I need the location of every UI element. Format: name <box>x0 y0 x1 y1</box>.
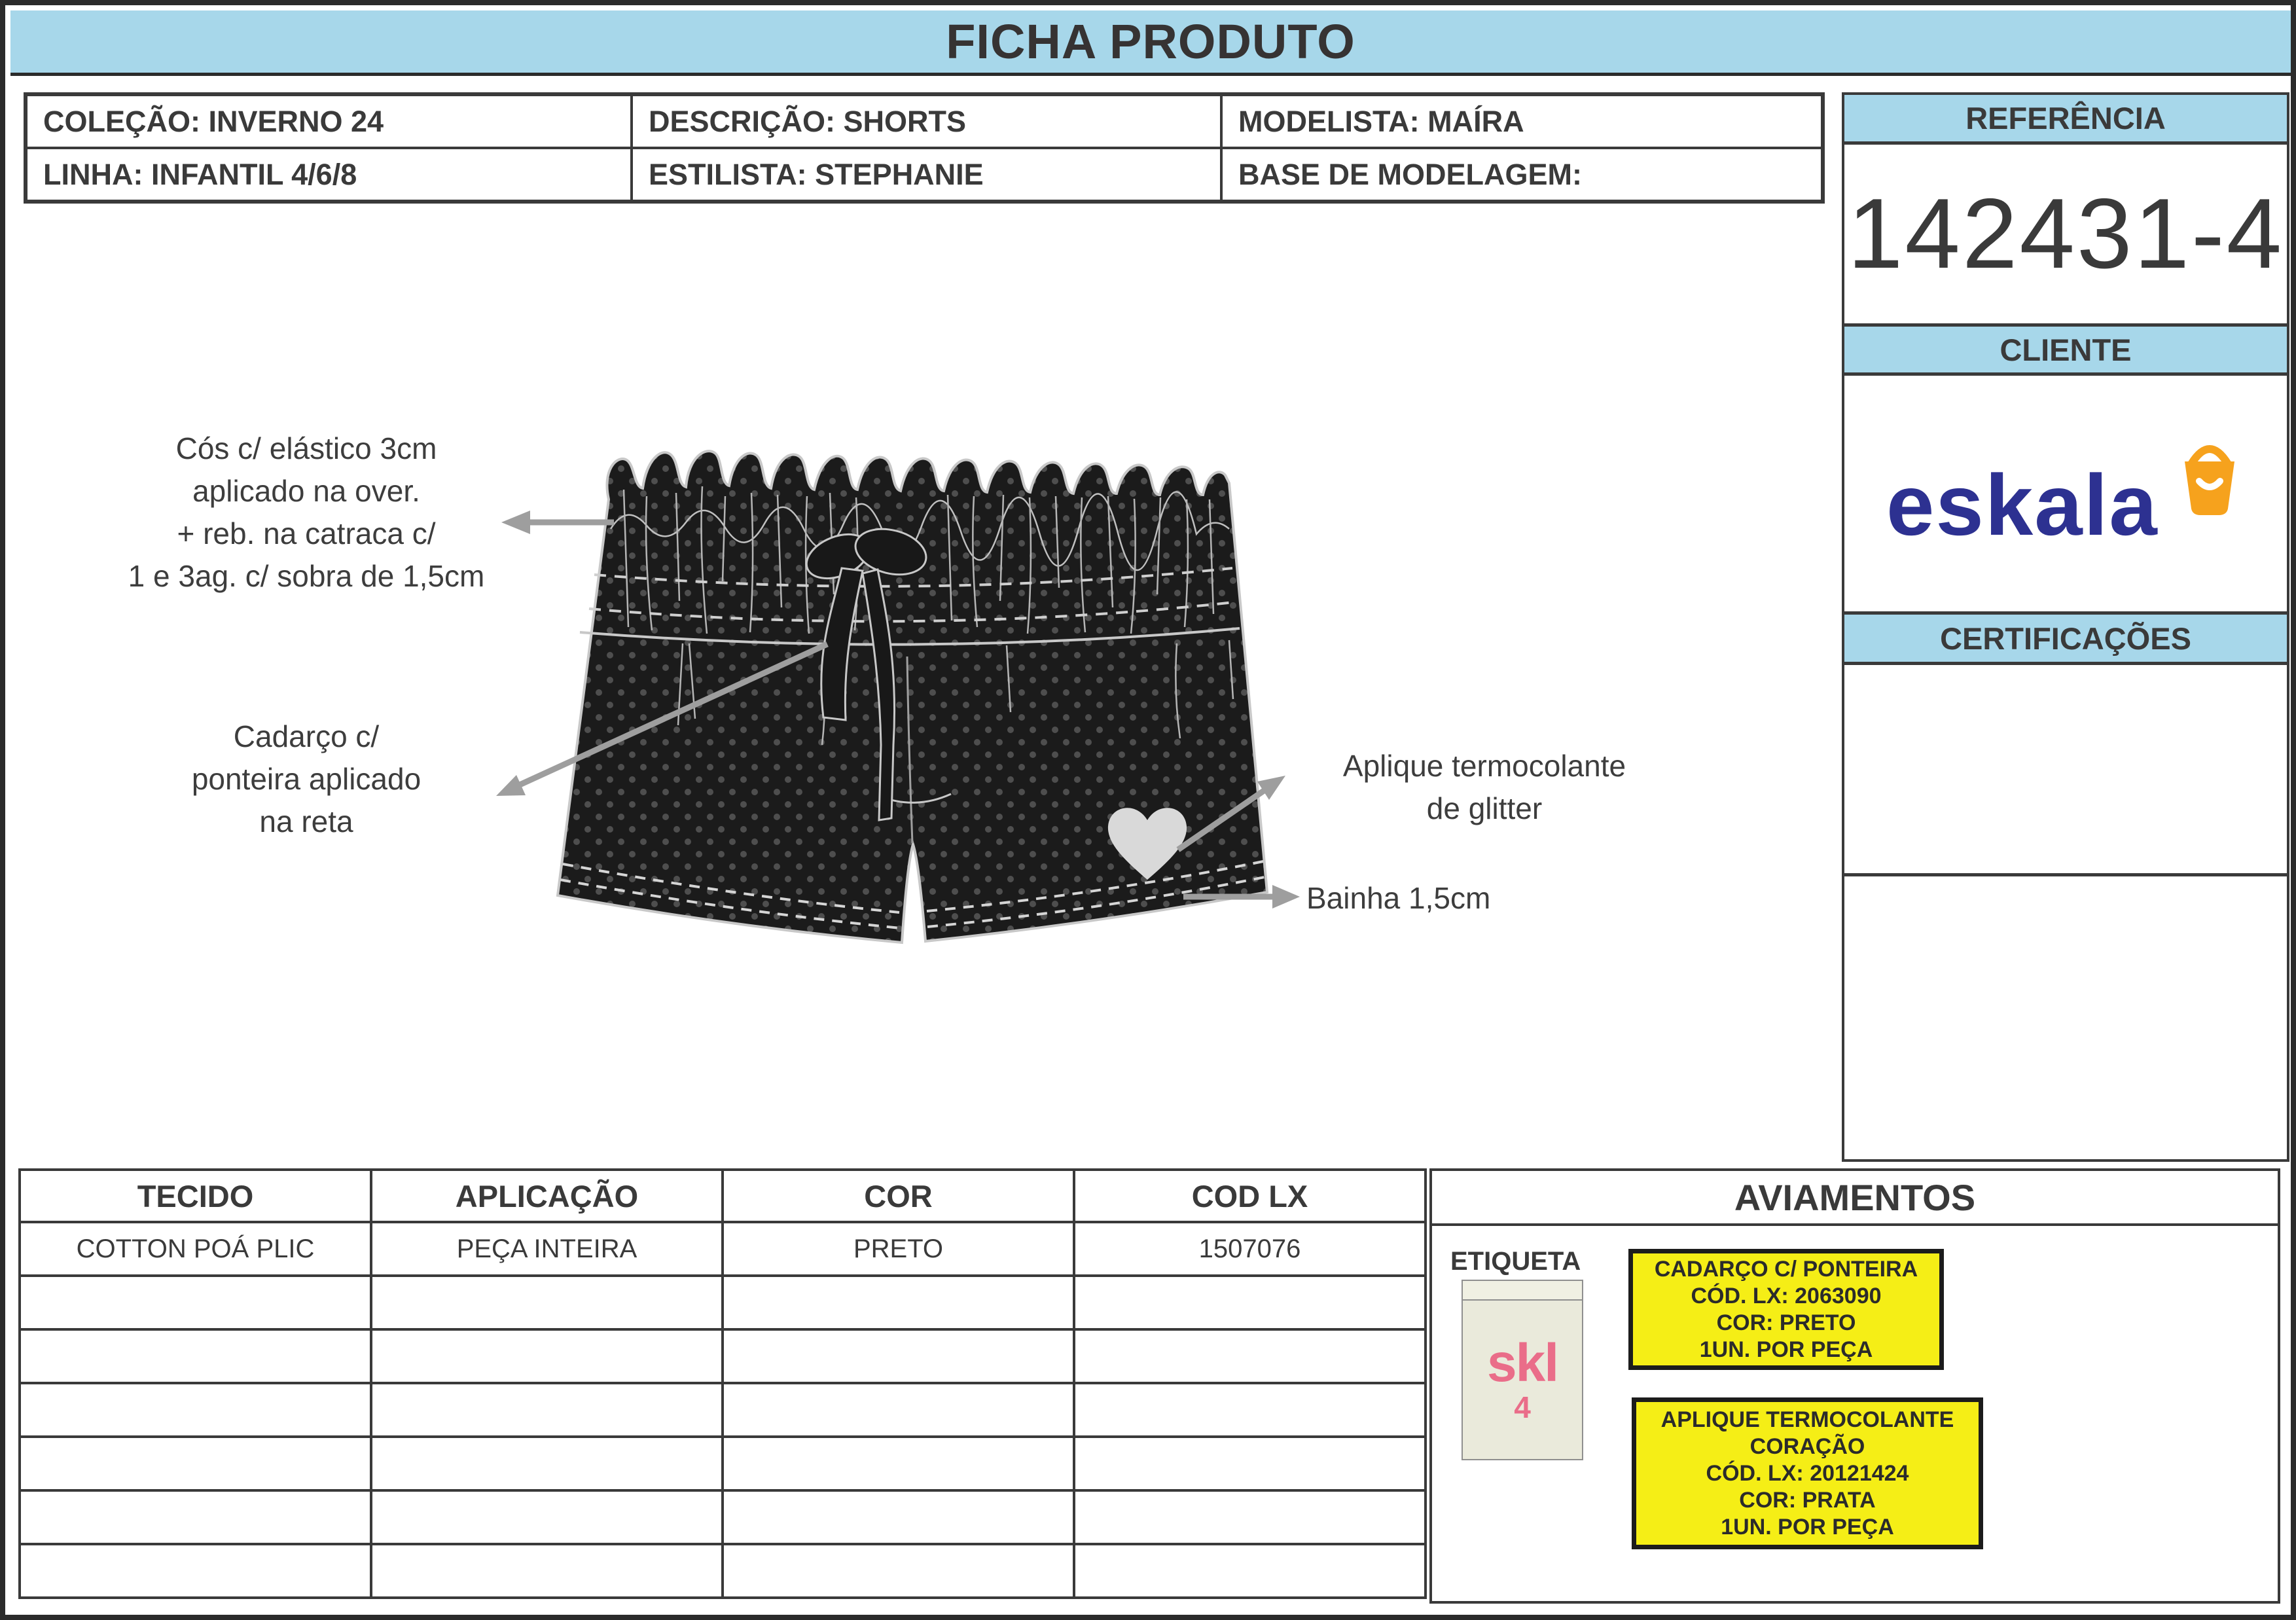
col-header-codlx: COD LX <box>1074 1170 1426 1222</box>
col-header-tecido: TECIDO <box>20 1170 371 1222</box>
info-table <box>24 92 1825 204</box>
eskala-logo <box>1882 431 2249 556</box>
cell-empty <box>20 1544 371 1598</box>
cell-empty <box>371 1276 723 1329</box>
materials-table <box>18 1168 1427 1599</box>
notion-line: 1UN. POR PEÇA <box>1721 1514 1894 1539</box>
cell-empty <box>723 1383 1074 1437</box>
cell-empty <box>723 1437 1074 1490</box>
info-cell-base: BASE DE MODELAGEM: <box>1221 148 1822 201</box>
info-cell-descricao: DESCRIÇÃO: SHORTS <box>632 95 1221 148</box>
cell-cor: PRETO <box>723 1222 1074 1276</box>
eskala-logo-text: eskala <box>1886 457 2159 553</box>
cell-empty <box>371 1437 723 1490</box>
certificacoes-box-2 <box>1842 874 2289 1162</box>
arrow-applique <box>1178 776 1285 850</box>
table-row <box>20 1276 1426 1329</box>
hangtag-body <box>1463 1301 1582 1459</box>
annotation-line: Bainha 1,5cm <box>1306 881 1491 915</box>
notion-line: COR: PRETO <box>1716 1310 1856 1335</box>
table-row <box>20 1437 1426 1490</box>
cell-empty <box>20 1329 371 1383</box>
col-header-aplicacao: APLICAÇÃO <box>371 1170 723 1222</box>
info-cell-modelista: MODELISTA: MAÍRA <box>1221 95 1822 148</box>
annotation-line: de glitter <box>1426 791 1543 825</box>
notion-line: 1UN. POR PEÇA <box>1699 1337 1873 1362</box>
cell-empty <box>371 1544 723 1598</box>
annotation-line: na reta <box>259 804 353 838</box>
col-header-cor: COR <box>723 1170 1074 1222</box>
notion-line: CORAÇÃO <box>1749 1433 1865 1459</box>
table-row <box>20 1544 1426 1598</box>
cell-empty <box>723 1276 1074 1329</box>
cell-empty <box>20 1276 371 1329</box>
annotation-line: aplicado na over. <box>192 474 420 508</box>
info-cell-colecao: COLEÇÃO: INVERNO 24 <box>26 95 632 148</box>
cliente-label: CLIENTE <box>2000 332 2132 367</box>
cliente-header <box>1842 324 2289 375</box>
referencia-number: 142431-4 <box>1847 178 2284 289</box>
etiqueta-label: ETIQUETA <box>1450 1247 1581 1276</box>
hangtag-fold <box>1463 1281 1582 1301</box>
aviamentos-section <box>1429 1168 2280 1604</box>
arrow-waistband <box>501 511 614 534</box>
cell-empty <box>723 1490 1074 1544</box>
notion-box-aplique <box>1632 1397 1983 1549</box>
notion-box-cadarco <box>1628 1249 1944 1370</box>
notion-line: CADARÇO C/ PONTEIRA <box>1654 1256 1918 1282</box>
referencia-label: REFERÊNCIA <box>1965 101 2166 135</box>
annotation-line: + reb. na catraca c/ <box>177 516 436 550</box>
cell-empty <box>20 1437 371 1490</box>
certificacoes-box-1 <box>1842 662 2289 876</box>
notion-line: APLIQUE TERMOCOLANTE <box>1660 1407 1954 1432</box>
arrow-drawstring <box>496 644 827 796</box>
title-bar <box>10 10 2291 76</box>
annotation-line: 1 e 3ag. c/ sobra de 1,5cm <box>128 559 485 593</box>
cell-aplicacao: PEÇA INTEIRA <box>371 1222 723 1276</box>
cell-empty <box>1074 1437 1426 1490</box>
skl-logo: skl <box>1487 1333 1558 1393</box>
cell-empty <box>1074 1276 1426 1329</box>
materials-header-row <box>20 1170 1426 1222</box>
table-row <box>20 1329 1426 1383</box>
shopping-bag-icon <box>2185 449 2234 515</box>
cell-codlx: 1507076 <box>1074 1222 1426 1276</box>
cell-empty <box>723 1544 1074 1598</box>
cell-empty <box>371 1490 723 1544</box>
cell-empty <box>1074 1383 1426 1437</box>
referencia-header <box>1842 92 2289 144</box>
certificacoes-header <box>1842 612 2289 664</box>
annotation-arrows <box>5 202 1838 1183</box>
aviamentos-header <box>1432 1171 2278 1226</box>
table-row <box>20 1490 1426 1544</box>
aviamentos-body <box>1432 1226 2278 1604</box>
table-row <box>20 1222 1426 1276</box>
notion-line: CÓD. LX: 20121424 <box>1706 1460 1909 1486</box>
certificacoes-label: CERTIFICAÇÕES <box>1940 621 2191 656</box>
info-cell-linha: LINHA: INFANTIL 4/6/8 <box>26 148 632 201</box>
info-cell-estilista: ESTILISTA: STEPHANIE <box>632 148 1221 201</box>
notion-line: COR: PRATA <box>1739 1487 1876 1513</box>
cell-empty <box>1074 1490 1426 1544</box>
cell-tecido: COTTON POÁ PLIC <box>20 1222 371 1276</box>
annotation-line: ponteira aplicado <box>191 762 422 796</box>
aviamentos-title: AVIAMENTOS <box>1734 1176 1976 1218</box>
annotation-line: Aplique termocolante <box>1342 749 1626 783</box>
arrow-hem <box>1183 885 1300 909</box>
cliente-logo-box <box>1842 373 2289 614</box>
tag-size-number: 4 <box>1514 1390 1531 1424</box>
referencia-value-box <box>1842 142 2289 326</box>
cell-empty <box>371 1329 723 1383</box>
cell-empty <box>1074 1544 1426 1598</box>
cell-empty <box>20 1383 371 1437</box>
cell-empty <box>1074 1329 1426 1383</box>
table-row <box>20 1383 1426 1437</box>
cell-empty <box>371 1383 723 1437</box>
annotation-line: Cós c/ elástico 3cm <box>175 431 437 465</box>
annotation-line: Cadarço c/ <box>233 719 380 753</box>
cell-empty <box>723 1329 1074 1383</box>
cell-empty <box>20 1490 371 1544</box>
page-title: FICHA PRODUTO <box>946 14 1355 69</box>
notion-line: CÓD. LX: 2063090 <box>1691 1283 1882 1308</box>
hangtag <box>1462 1280 1583 1460</box>
